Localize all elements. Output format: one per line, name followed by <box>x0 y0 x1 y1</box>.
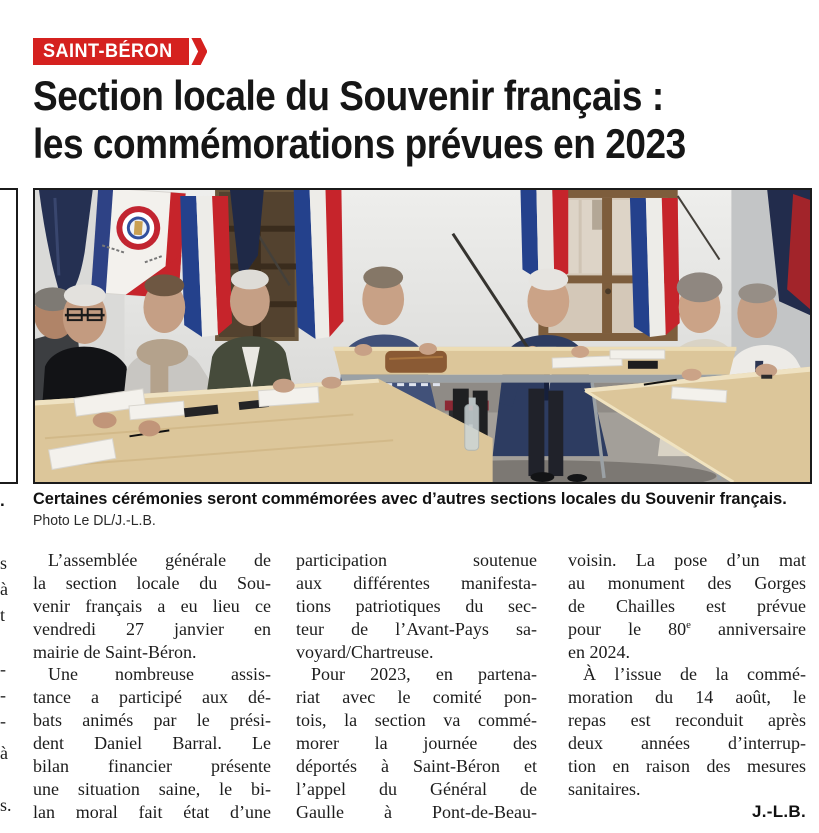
headline <box>33 72 775 168</box>
body-line: tion en raison des mesures <box>568 756 806 777</box>
body-line: voyard/Chartreuse. <box>296 641 434 662</box>
meeting-photo-illustration <box>35 190 810 482</box>
headline-line-1: Section locale du Souvenir français : <box>33 72 664 119</box>
cropped-text-fragment: - <box>0 685 6 705</box>
body-line: sanitaires. <box>568 778 641 799</box>
body-line: au monument des Gorges <box>568 572 806 593</box>
meeting-photo <box>33 188 812 484</box>
body-line: dent Daniel Barral. Le <box>33 733 271 754</box>
body-line: pour le 80e anniversaire <box>568 618 807 639</box>
photo-credit: Photo Le DL/J.-L.B. <box>33 513 156 529</box>
body-line: lan moral fait état d’une <box>33 801 271 822</box>
section-tag <box>33 38 207 65</box>
section-tag-box <box>33 38 189 65</box>
cropped-text-fragment: s. <box>0 795 12 815</box>
body-line: aux différentes manifesta- <box>296 572 537 593</box>
body-line: venir français a eu lieu ce <box>33 595 271 616</box>
body-line: tions patriotiques du sec- <box>296 595 537 616</box>
article-column-3 <box>568 549 806 824</box>
article-column-1 <box>33 549 271 824</box>
cropped-text-fragment: s <box>0 553 8 573</box>
body-line: mairie de Saint-Béron. <box>33 641 197 662</box>
body-line: en 2024. <box>568 641 630 662</box>
body-line: L’assemblée générale de <box>48 550 271 570</box>
body-line: riat avec le comité pon- <box>296 687 537 708</box>
french-flag-4 <box>630 198 680 337</box>
body-line: participation soutenue <box>296 550 537 570</box>
french-flag-2 <box>294 190 344 339</box>
body-line: tance a participé aux dé- <box>33 687 271 708</box>
body-line: Gaulle à Pont-de-Beau- <box>296 801 537 822</box>
body-line: Pour 2023, en partena- <box>311 664 537 685</box>
section-tag-label: SAINT-BÉRON <box>43 40 173 62</box>
caption-fragment: . <box>0 491 5 510</box>
cropped-text-fragment: à <box>0 579 8 599</box>
article-column-2 <box>296 549 537 824</box>
cropped-text-fragment: à <box>0 743 8 763</box>
body-line: la section locale du Sou- <box>33 572 271 593</box>
body-line: repas est reconduit après <box>568 710 806 731</box>
article-byline: J.-L.B. <box>751 801 806 821</box>
cropped-text-fragment: - <box>0 659 6 679</box>
tag-arrow-icon <box>191 38 207 65</box>
body-line: déportés à Saint-Béron et <box>296 756 537 777</box>
body-line: voisin. La pose d’un mat <box>568 550 806 570</box>
body-line: vendredi 27 janvier en <box>33 618 271 639</box>
body-line: teur de l’Avant-Pays sa- <box>296 618 537 639</box>
body-line: une situation saine, le bi- <box>33 778 271 799</box>
photo-caption: Certaines cérémonies seront commémorées avec d’autres sections locales du Souvenir français. <box>33 489 787 508</box>
cropped-text-fragment: t <box>0 605 6 625</box>
body-line: À l’issue de la commé- <box>583 664 806 685</box>
body-line: bats animés par le prési- <box>33 710 271 731</box>
body-line: morer la journée des <box>296 733 537 754</box>
french-flag-1 <box>180 196 232 337</box>
headline-line-2: les commémorations prévues en 2023 <box>33 120 686 167</box>
body-line: bilan financier présente <box>33 756 271 777</box>
cropped-text-fragment: - <box>0 711 6 731</box>
french-flag-3 <box>520 190 568 281</box>
body-line: deux années d’interrup- <box>568 733 806 754</box>
body-line: l’appel du Général de <box>296 778 537 799</box>
body-line: tois, la section va commé- <box>296 710 537 731</box>
left-edge-photo-fragment <box>0 188 18 484</box>
body-line: moration du 14 août, le <box>568 687 806 708</box>
body-line: de Chailles est prévue <box>568 595 806 616</box>
body-line: Une nombreuse assis- <box>48 664 271 685</box>
